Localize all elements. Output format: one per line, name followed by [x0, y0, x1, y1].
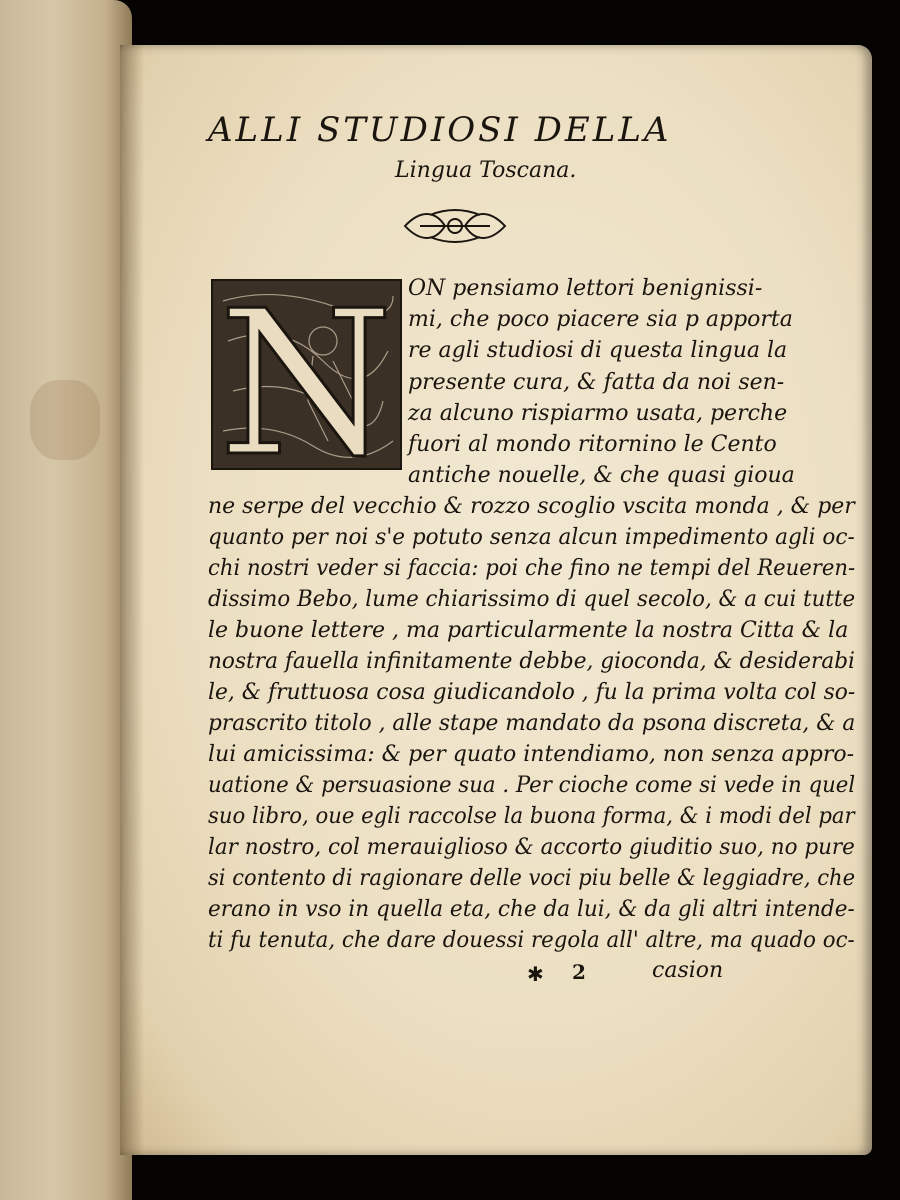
text-line: ne serpe del vecchio & rozzo scoglio vscita monda , & per	[208, 494, 855, 519]
text-line: le buone lettere , ma particularmente la nostra Citta & la	[208, 618, 849, 643]
text-line: re agli studiosi di questa lingua la	[408, 338, 788, 363]
text-line: mi, che poco piacere sia p apporta	[408, 307, 793, 332]
text-line: za alcuno rispiarmo usata, perche	[408, 401, 788, 426]
initial-letter: N	[218, 281, 394, 468]
text-line: chi nostri veder si faccia: poi che fino ne tempi del Reueren-	[208, 556, 856, 581]
text-line: antiche nouelle, & che quasi gioua	[408, 463, 795, 488]
text-line: suo libro, oue egli raccolse la buona forma, & i modi del par	[208, 804, 855, 829]
text-line: dissimo Bebo, lume chiarissimo di quel secolo, & a cui tutte	[208, 587, 856, 612]
page-gutter-shadow	[120, 45, 144, 1155]
text-line: presente cura, & fatta da noi sen-	[408, 370, 785, 395]
catchword: casion	[652, 958, 724, 983]
left-page-edge	[0, 0, 132, 1200]
page-number: 2	[572, 960, 586, 984]
text-line: le, & fruttuosa cosa giudicandolo , fu la prima volta col so-	[208, 680, 856, 705]
text-line: erano in vso in quella eta, che da lui, & da gli altri intende-	[208, 897, 855, 922]
signature-mark-icon: ✱	[527, 962, 544, 986]
text-line: lar nostro, col merauiglioso & accorto giuditio suo, no pure	[208, 835, 855, 860]
decorative-fleuron-icon	[400, 205, 510, 247]
woodcut-initial-n	[211, 279, 402, 470]
text-line: quanto per noi s'e potuto senza alcun impedimento agli oc-	[208, 525, 855, 550]
paper-stain	[30, 380, 100, 460]
text-line: nostra fauella infinitamente debbe, gioconda, & desiderabi	[208, 649, 855, 674]
text-line: lui amicissima: & per quato intendiamo, non senza appro-	[208, 742, 855, 767]
text-line: ON pensiamo lettori benignissi-	[408, 276, 763, 301]
text-line: si contento di ragionare delle voci piu belle & leggiadre, che	[208, 866, 856, 891]
text-line: prascrito titolo , alle stape mandato da psona discreta, & a	[208, 711, 856, 736]
text-line: fuori al mondo ritornino le Cento	[408, 432, 777, 457]
page-title-line-2: Lingua Toscana.	[395, 158, 577, 183]
text-line: uatione & persuasione sua . Per cioche come si vede in quel	[208, 773, 856, 798]
text-line: ti fu tenuta, che dare douessi regola all' altre, ma quado oc-	[208, 928, 855, 953]
page-title-line-1: ALLI STUDIOSI DELLA	[208, 110, 672, 150]
